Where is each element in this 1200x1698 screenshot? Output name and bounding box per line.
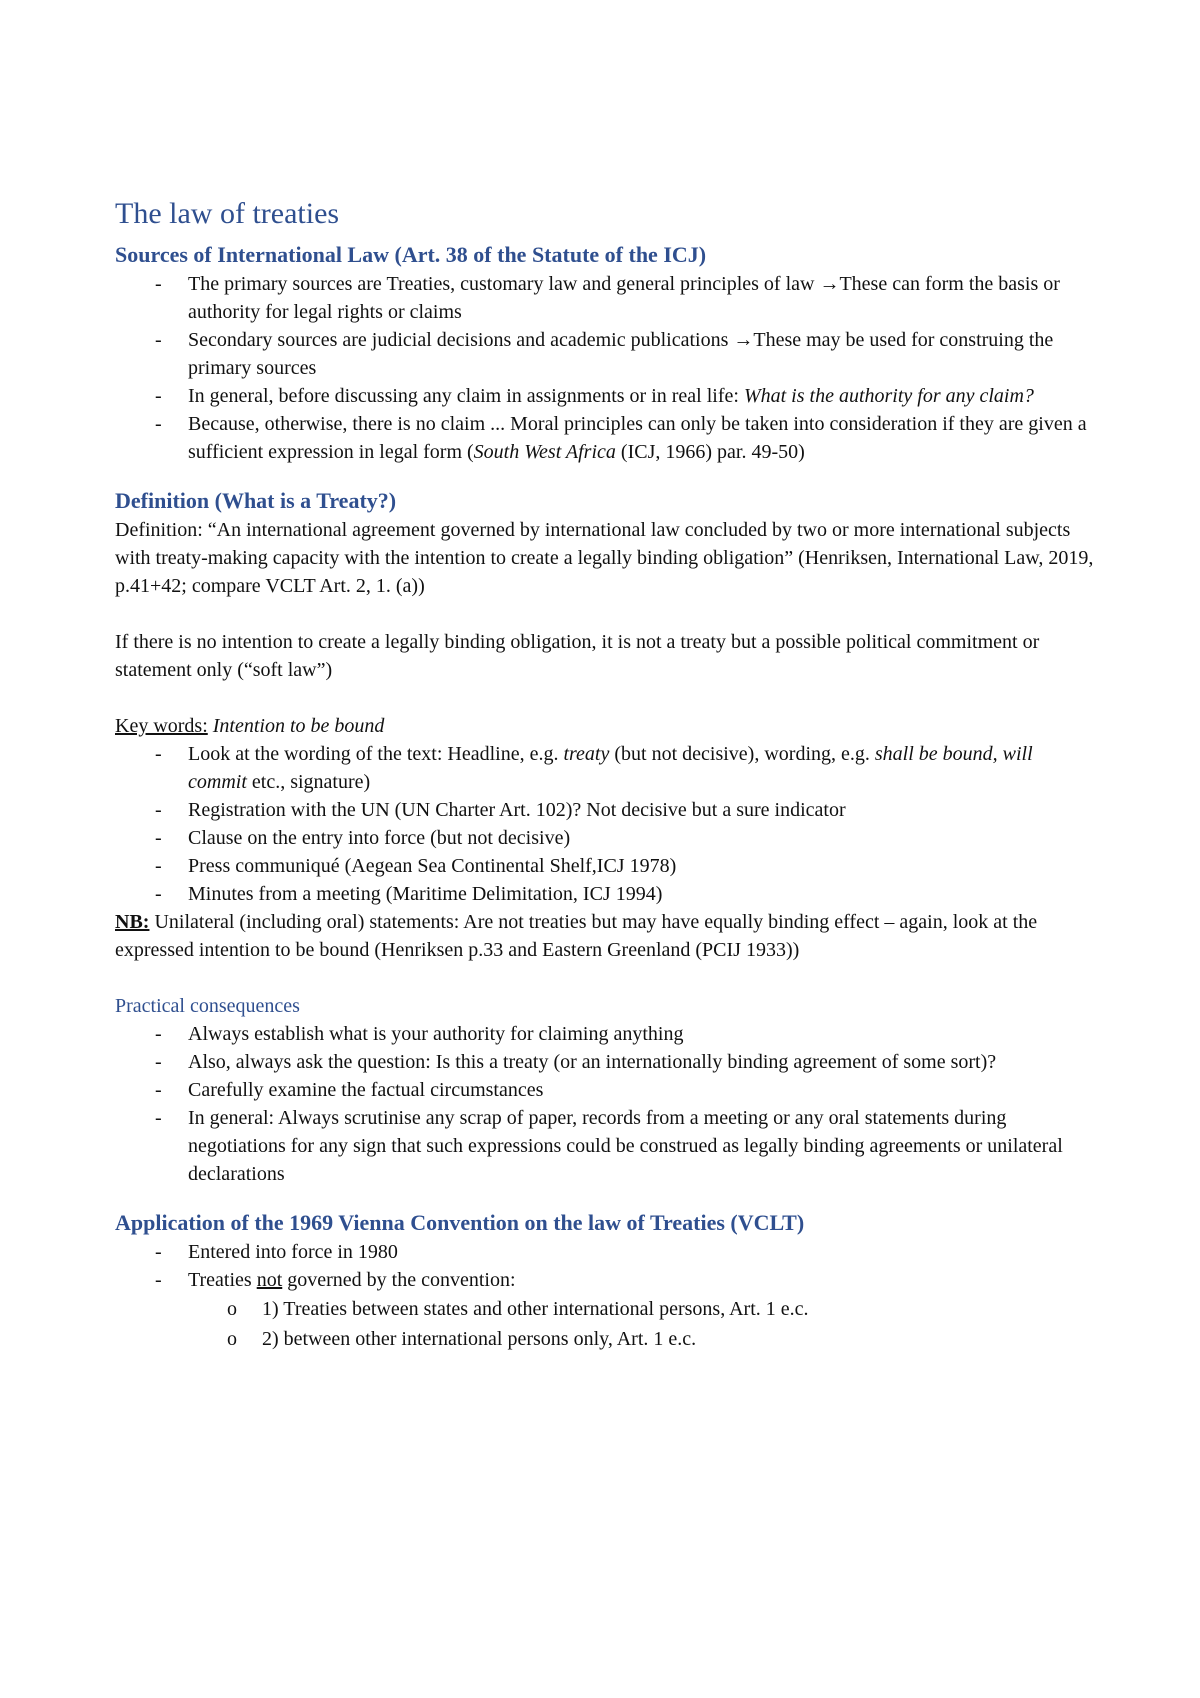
- vclt-sublist: [115, 1294, 1095, 1354]
- section-sources-heading: Sources of International Law (Art. 38 of the Statute of the ICJ): [115, 242, 707, 267]
- list-item: - Always establish what is your authority for claiming anything: [115, 1020, 1095, 1048]
- list-item-text: Treaties: [188, 1269, 257, 1291]
- list-item-underline: not: [256, 1269, 283, 1291]
- keywords-list: [115, 740, 1095, 908]
- list-item-text: etc., signature): [246, 771, 371, 793]
- sources-list: [115, 270, 1095, 466]
- section-vclt-heading: Application of the 1969 Vienna Convention on the law of Treaties (VCLT): [115, 1210, 805, 1235]
- no-intention-paragraph: If there is no intention to create a legally binding obligation, it is not a treaty but a possible political commitment or statement only (“soft law”): [115, 631, 1040, 681]
- section-practical-heading: Practical consequences: [115, 995, 300, 1017]
- list-item: [115, 740, 1095, 796]
- sub-list-item: o 1) Treaties between states and other international persons, Art. 1 e.c.: [115, 1294, 1095, 1324]
- list-item-emphasis: treaty: [563, 743, 610, 765]
- list-item-text: governed by the convention:: [282, 1269, 516, 1291]
- list-item-text: (ICJ, 1966) par. 49-50): [615, 441, 805, 463]
- definition-paragraph: Definition: “An international agreement governed by international law concluded by two or more international subjects with treaty-making capacity with the intention to create a legally binding obligation” (Henriksen, International Law, 2019, p.41+42; compare VCLT Art. 2, 1. (a)): [115, 519, 1094, 597]
- list-item: [115, 382, 1095, 410]
- list-item: - Registration with the UN (UN Charter Art. 102)? Not decisive but a sure indicator: [115, 796, 1095, 824]
- list-item-text: In general, before discussing any claim in assignments or in real life:: [188, 385, 744, 407]
- nb-text: Unilateral (including oral) statements: Are not treaties but may have equally binding effect – again, look at the expressed intention to be bound (Henriksen p.33 and Eastern Greenland (PCIJ 1933)): [115, 911, 1038, 961]
- keywords-line: [115, 712, 1095, 740]
- list-item: - In general: Always scrutinise any scrap of paper, records from a meeting or any oral statements during negotiations for any sign that such expressions could be construed as legally binding agreements or unilateral declarations: [115, 1104, 1095, 1188]
- list-item: - Press communiqué (Aegean Sea Continental Shelf,ICJ 1978): [115, 852, 1095, 880]
- nb-paragraph: [115, 908, 1095, 964]
- list-item-emphasis: What is the authority for any claim?: [743, 385, 1034, 407]
- nb-label: NB:: [115, 911, 150, 933]
- list-item: [115, 410, 1095, 466]
- list-item-text: Look at the wording of the text: Headline, e.g.: [188, 743, 564, 765]
- list-item-text: (but not decisive), wording, e.g.: [609, 743, 875, 765]
- list-item-text: Because, otherwise, there is no claim ... Moral principles can only be taken into consideration if they are given a sufficient expression in legal form (: [188, 413, 1087, 463]
- sub-list-item: o 2) between other international persons only, Art. 1 e.c.: [115, 1324, 1095, 1354]
- list-item: - Entered into force in 1980: [115, 1238, 1095, 1266]
- list-item: [115, 1266, 1095, 1294]
- list-item: - Carefully examine the factual circumstances: [115, 1076, 1095, 1104]
- page-title: The law of treaties: [115, 197, 340, 230]
- practical-list: [115, 1020, 1095, 1188]
- list-item-emphasis: shall be bound, will commit: [188, 743, 1033, 793]
- keywords-label: Key words:: [115, 715, 208, 737]
- list-item: - The primary sources are Treaties, customary law and general principles of law →These can form the basis or authority for legal rights or claims: [115, 270, 1095, 326]
- case-name: South West Africa: [473, 441, 616, 463]
- list-item: - Clause on the entry into force (but not decisive): [115, 824, 1095, 852]
- list-item: - Secondary sources are judicial decisions and academic publications →These may be used for construing the primary sources: [115, 326, 1095, 382]
- list-item: - Minutes from a meeting (Maritime Delimitation, ICJ 1994): [115, 880, 1095, 908]
- section-definition-heading: Definition (What is a Treaty?): [115, 488, 397, 513]
- list-item: - Also, always ask the question: Is this a treaty (or an internationally binding agreement of some sort)?: [115, 1048, 1095, 1076]
- keywords-value: Intention to be bound: [207, 715, 385, 737]
- vclt-list: [115, 1238, 1095, 1294]
- document-body: [115, 196, 1095, 1354]
